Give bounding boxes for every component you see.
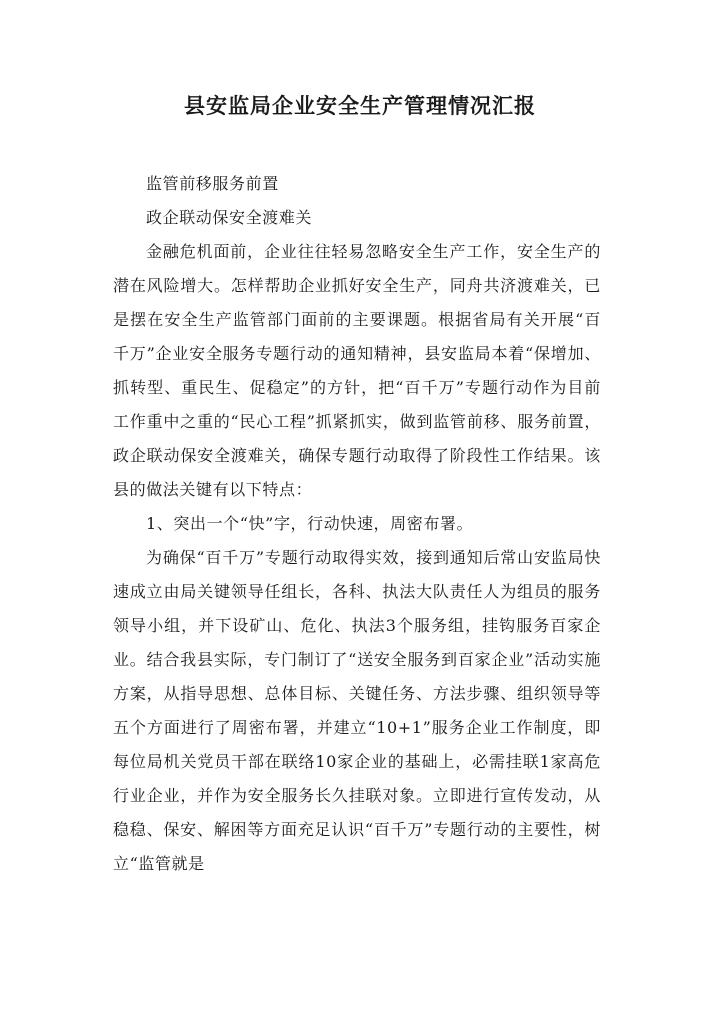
paragraph-subtitle-2: 政企联动保安全渡难关 [146, 208, 313, 227]
document-title: 县安监局企业安全生产管理情况汇报 [184, 93, 536, 118]
paragraph-heading-1: 1、突出一个“快”字，行动快速，周密布署。 [146, 514, 474, 533]
document-body [113, 167, 601, 881]
paragraph-subtitle-1: 监管前移服务前置 [146, 174, 279, 193]
paragraph-body-1: 为确保“百千万”专题行动取得实效，接到通知后常山安监局快速成立由局关键领导任组长，各科、执法大队责任人为组员的服务领导小组，并下设矿山、危化、执法3个服务组，挂钩服务百家企业。结合我县实际，专门制订了“送安全服务到百家企业”活动实施方案，从指导思想、总体目标、关键任务、方法步骤、组织领导等五个方面进行了周密布署，并建立“10+1”服务企业工作制度，即每位局机关党员干部在联络10家企业的基础上，必需挂联1家高危行业企业，并作为安全服务长久挂联对象。立即进行宣传发动，从稳稳、保安、解困等方面充足认识“百千万”专题行动的主要性，树立“监管就是 [113, 548, 601, 873]
paragraph-intro: 金融危机面前，企业往往轻易忽略安全生产工作，安全生产的潜在风险增大。怎样帮助企业抓好安全生产，同舟共济渡难关，已是摆在安全生产监管部门面前的主要课题。根据省局有关开展“百千万”企业安全服务专题行动的通知精神，县安监局本着“保增加、抓转型、重民生、促稳定”的方针，把“百千万”专题行动作为目前工作重中之重的“民心工程”抓紧抓实，做到监管前移、服务前置，政企联动保安全渡难关，确保专题行动取得了阶段性工作结果。该县的做法关键有以下特点： [113, 242, 601, 499]
